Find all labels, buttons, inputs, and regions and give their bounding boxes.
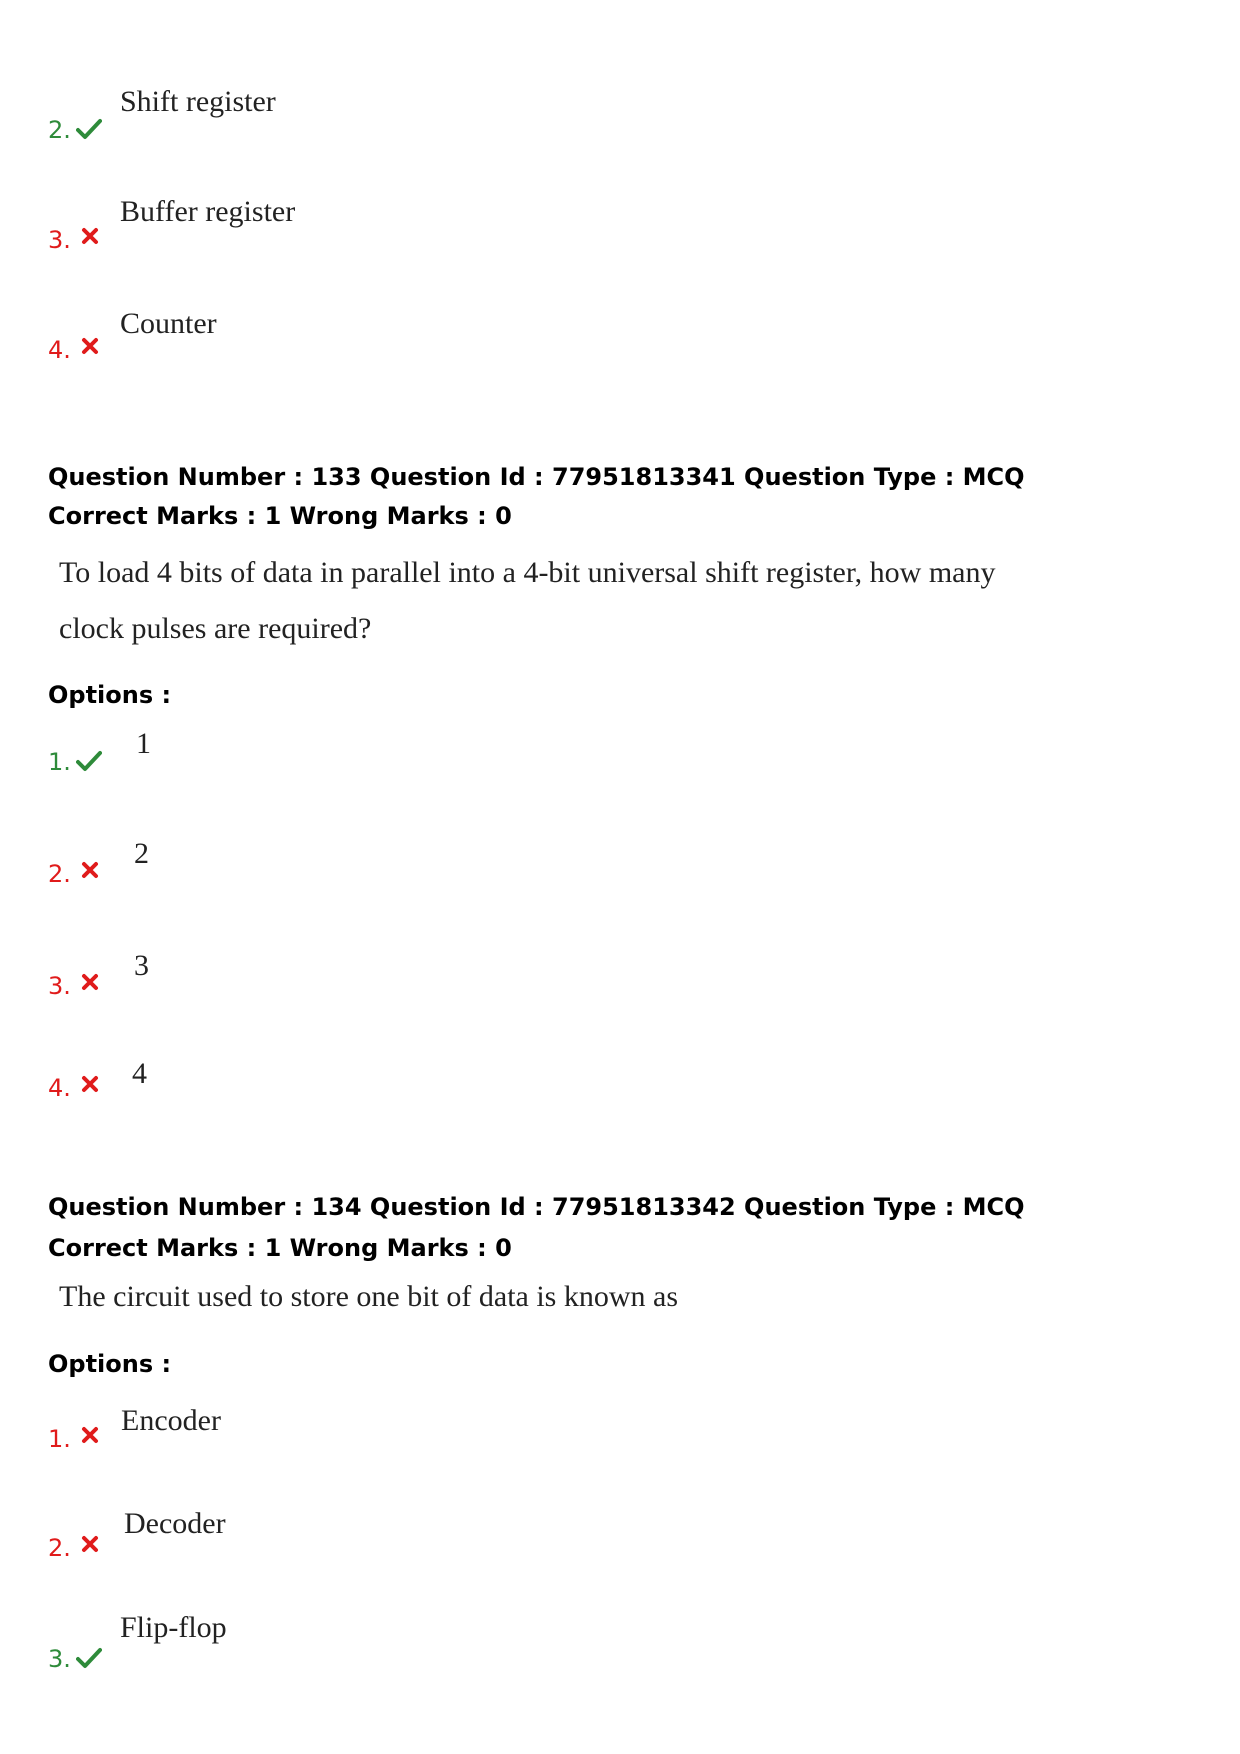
cross-icon — [80, 336, 106, 360]
option-row — [48, 1612, 448, 1672]
option-text: Decoder — [124, 1507, 226, 1540]
question-header: Question Number : 133 Question Id : 77951813341 Question Type : MCQ — [48, 463, 1025, 491]
option-text: 4 — [132, 1057, 147, 1090]
option-row — [48, 1405, 448, 1465]
option-row — [48, 1508, 448, 1568]
question-text: To load 4 bits of data in parallel into a 4-bit universal shift register, how many — [59, 556, 996, 589]
option-text: 2 — [134, 837, 149, 870]
option-text: Shift register — [120, 85, 276, 118]
option-row — [48, 1058, 448, 1118]
option-number: 4. — [48, 336, 71, 364]
options-label: Options : — [48, 681, 172, 709]
check-icon — [76, 749, 102, 773]
option-row — [48, 838, 448, 898]
check-icon — [76, 1646, 102, 1670]
option-number: 2. — [48, 116, 71, 144]
option-row — [48, 728, 448, 788]
option-number: 4. — [48, 1074, 71, 1102]
cross-icon — [80, 860, 106, 884]
option-number: 1. — [48, 748, 71, 776]
cross-icon — [80, 1534, 106, 1558]
question-marks: Correct Marks : 1 Wrong Marks : 0 — [48, 1234, 512, 1262]
options-label: Options : — [48, 1350, 172, 1378]
question-marks: Correct Marks : 1 Wrong Marks : 0 — [48, 502, 512, 530]
option-number: 2. — [48, 1534, 71, 1562]
cross-icon — [80, 972, 106, 996]
option-row — [48, 86, 448, 146]
option-text: Counter — [120, 307, 217, 340]
option-text: 1 — [136, 727, 151, 760]
option-number: 3. — [48, 972, 71, 1000]
question-text: clock pulses are required? — [59, 612, 372, 645]
option-number: 3. — [48, 1645, 71, 1673]
option-number: 3. — [48, 226, 71, 254]
question-text: The circuit used to store one bit of data is known as — [59, 1280, 679, 1313]
cross-icon — [80, 226, 106, 250]
option-text: 3 — [134, 949, 149, 982]
cross-icon — [80, 1425, 106, 1449]
option-number: 2. — [48, 860, 71, 888]
option-text: Flip-flop — [120, 1611, 227, 1644]
question-header: Question Number : 134 Question Id : 77951813342 Question Type : MCQ — [48, 1193, 1025, 1221]
option-text: Buffer register — [120, 195, 296, 228]
option-row — [48, 308, 448, 368]
check-icon — [76, 117, 102, 141]
cross-icon — [80, 1074, 106, 1098]
option-text: Encoder — [121, 1404, 221, 1437]
option-row — [48, 950, 448, 1010]
option-number: 1. — [48, 1425, 71, 1453]
option-row — [48, 196, 448, 256]
